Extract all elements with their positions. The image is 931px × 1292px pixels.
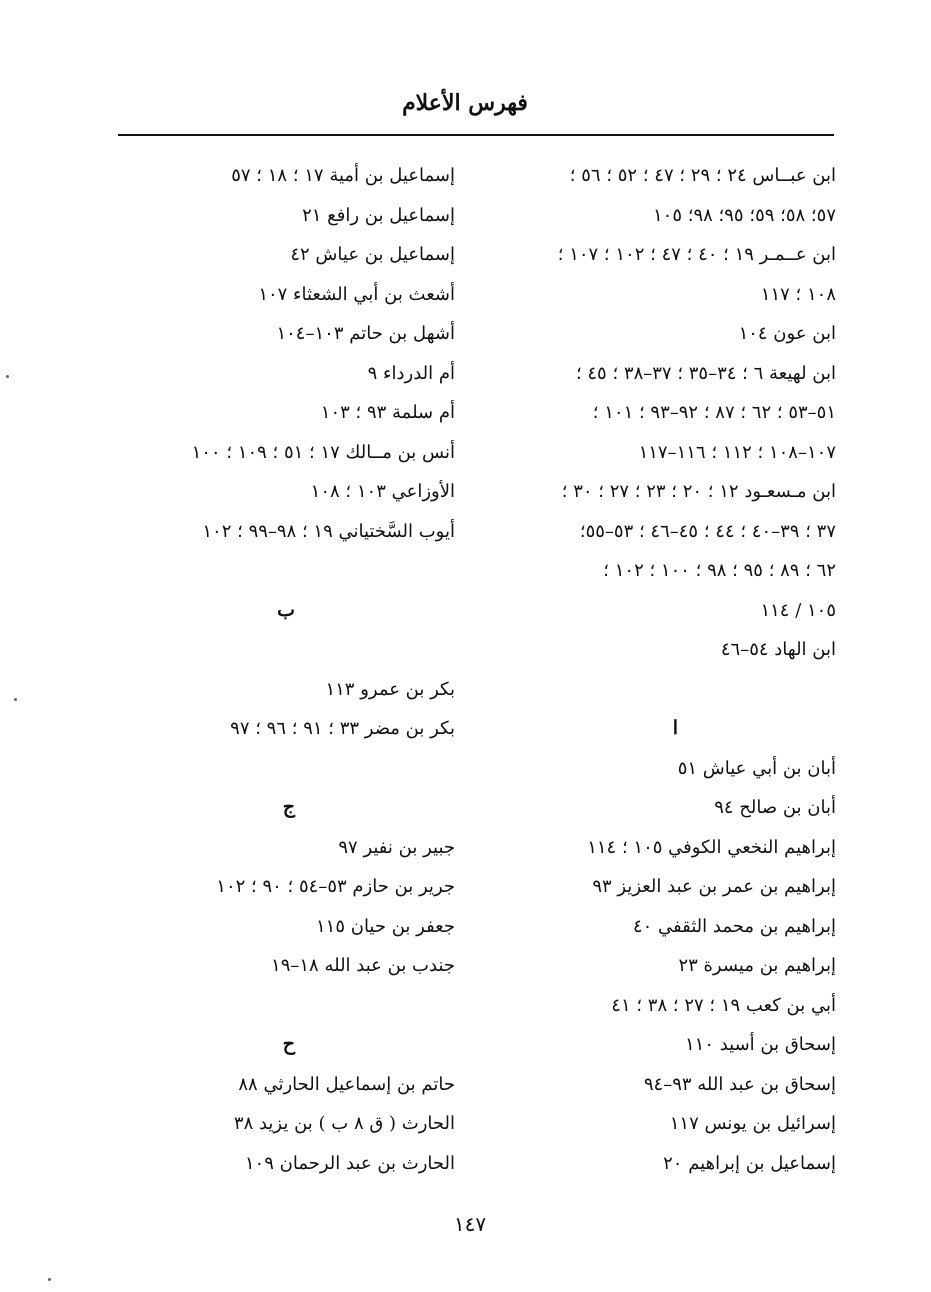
index-entry: إبراهيم النخعي الكوفي ١٠٥ ؛ ١١٤ — [587, 836, 836, 858]
section-letter: ج — [282, 796, 295, 818]
index-entry: الأوزاعي ١٠٣ ؛ ١٠٨ — [310, 481, 455, 502]
index-entry-continuation: ٥١–٥٣ ؛ ٦٢ ؛ ٨٧ ؛ ٩٢–٩٣ ؛ ١٠١ ؛ — [592, 402, 836, 423]
scan-speck — [6, 375, 9, 378]
index-entry-continuation: ١٠٥ / ١١٤ — [760, 599, 836, 621]
index-entry: إبراهيم بن محمد الثقفي ٤٠ — [632, 915, 836, 937]
index-entry: أشهل بن حاتم ١٠٣–١٠٤ — [276, 323, 455, 344]
index-entry: إبراهيم بن ميسرة ٢٣ — [678, 955, 836, 976]
index-entry: جعفر بن حيان ١١٥ — [315, 915, 455, 937]
index-entry: جندب بن عبد الله ١٨–١٩ — [271, 955, 455, 976]
section-letter: ب — [277, 598, 295, 621]
section-spacer — [95, 630, 455, 670]
section-spacer — [491, 670, 836, 710]
index-entry: بكر بن عمرو ١١٣ — [325, 678, 455, 700]
index-entry: إسحاق بن عبد الله ٩٣–٩٤ — [643, 1073, 836, 1095]
index-entry: أبان بن أبي عياش ٥١ — [677, 757, 836, 779]
section-spacer — [95, 986, 455, 1026]
index-entry: ابن الهاد ٥٤–٤٦ — [720, 639, 836, 660]
index-entry: أم سلمة ٩٣ ؛ ١٠٣ — [320, 402, 455, 423]
index-entry: ابن عون ١٠٤ — [738, 323, 836, 344]
section-spacer — [95, 551, 455, 591]
index-entry: الحارث بن عبد الرحمان ١٠٩ — [244, 1152, 455, 1174]
index-column-right — [491, 156, 836, 1183]
index-entry: أيوب السَّختياني ١٩ ؛ ٩٨–٩٩ ؛ ١٠٢ — [202, 520, 455, 542]
index-entry-continuation: ٣٧ ؛ ٣٩–٤٠ ؛ ٤٤ ؛ ٤٥–٤٦ ؛ ٥٣–٥٥؛ — [579, 520, 836, 542]
section-letter: ح — [282, 1033, 295, 1055]
index-entry: أشعث بن أبي الشعثاء ١٠٧ — [258, 283, 455, 305]
index-entry: إسماعيل بن عياش ٤٢ — [290, 244, 455, 265]
index-column-left — [95, 156, 455, 1183]
index-entry: إسماعيل بن إبراهيم ٢٠ — [663, 1152, 836, 1174]
index-entry: ابن لهيعة ٦ ؛ ٣٤–٣٥ ؛ ٣٧–٣٨ ؛ ٤٥ ؛ — [575, 362, 836, 384]
index-entry: إسماعيل بن رافع ٢١ — [302, 204, 455, 226]
index-entry-continuation: ١٠٨ ؛ ١١٧ — [760, 283, 836, 305]
scan-speck — [14, 698, 17, 701]
header-rule — [118, 134, 834, 136]
index-entry: إسماعيل بن أمية ١٧ ؛ ١٨ ؛ ٥٧ — [231, 165, 455, 186]
index-entry: أبي بن كعب ١٩ ؛ ٢٧ ؛ ٣٨ ؛ ٤١ — [611, 994, 836, 1016]
index-entry: بكر بن مضر ٣٣ ؛ ٩١ ؛ ٩٦ ؛ ٩٧ — [230, 718, 455, 739]
index-entry: إسحاق بن أسيد ١١٠ — [684, 1034, 836, 1055]
index-entry: الحارث ( ق ٨ ب ) بن يزيد ٣٨ — [233, 1113, 455, 1134]
section-letter: ا — [672, 717, 678, 739]
index-entry-continuation: ٦٢ ؛ ٨٩ ؛ ٩٥ ؛ ٩٨ ؛ ١٠٠ ؛ ١٠٢ ؛ — [603, 560, 836, 581]
index-entry: ابن مـسعـود ١٢ ؛ ٢٠ ؛ ٢٣ ؛ ٢٧ ؛ ٣٠ ؛ — [561, 481, 836, 502]
page-number: ١٤٧ — [453, 1212, 487, 1236]
index-entry-continuation: ١٠٧–١٠٨ ؛ ١١٢ ؛ ١١٦–١١٧ — [638, 441, 836, 463]
index-entry: ابن عبــاس ٢٤ ؛ ٢٩ ؛ ٤٧ ؛ ٥٢ ؛ ٥٦ ؛ — [569, 165, 836, 186]
index-entry: أبان بن صالح ٩٤ — [714, 797, 836, 818]
index-entry: جرير بن حازم ٥٣–٥٤ ؛ ٩٠ ؛ ١٠٢ — [216, 876, 455, 897]
index-entry-continuation: ٥٧؛ ٥٨؛ ٥٩؛ ٩٥؛ ٩٨؛ ١٠٥ — [653, 204, 836, 226]
section-spacer — [95, 749, 455, 789]
index-entry: إبراهيم بن عمر بن عبد العزيز ٩٣ — [592, 876, 836, 897]
index-entry: أم الدرداء ٩ — [367, 362, 455, 384]
index-entry: جبير بن نفير ٩٧ — [338, 836, 455, 858]
index-entry: حاتم بن إسماعيل الحارثي ٨٨ — [238, 1073, 455, 1095]
index-entry: أنس بن مــالك ١٧ ؛ ٥١ ؛ ١٠٩ ؛ ١٠٠ — [191, 441, 455, 463]
page-title: فهرس الأعلام — [402, 90, 528, 116]
scan-speck — [48, 1278, 51, 1281]
index-entry: إسرائيل بن يونس ١١٧ — [669, 1113, 836, 1134]
index-entry: ابن عــمـر ١٩ ؛ ٤٠ ؛ ٤٧ ؛ ١٠٢ ؛ ١٠٧ ؛ — [557, 244, 836, 265]
